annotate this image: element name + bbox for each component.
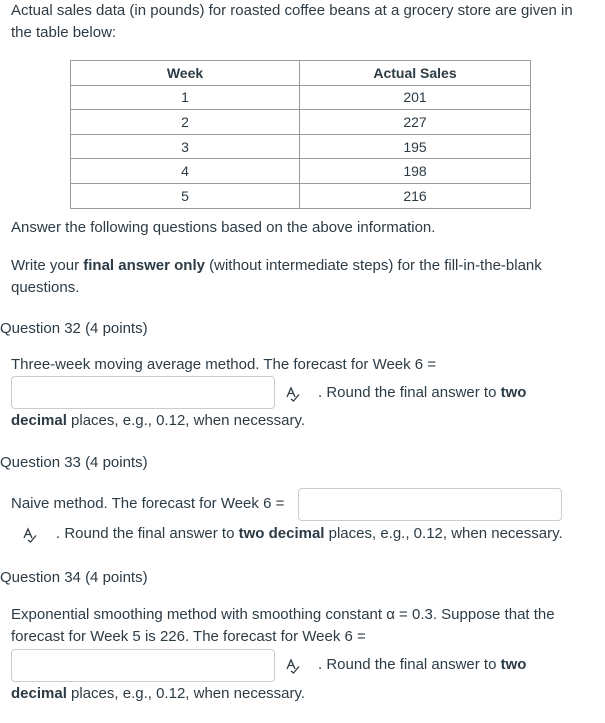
sales-cell: 216 (300, 183, 531, 208)
final-instruction-bold: final answer only (83, 257, 205, 274)
week-cell: 2 (71, 110, 300, 135)
table-row (71, 110, 531, 135)
question-32-points: (4 points) (85, 320, 148, 337)
answer-instruction: Answer the following questions based on the above information. (11, 219, 436, 236)
question-33-points: (4 points) (85, 454, 148, 471)
question-32-answer-input[interactable] (11, 376, 275, 409)
final-instruction-pre: Write your (11, 257, 84, 274)
sales-cell: 201 (300, 85, 531, 110)
question-34-heading (0, 567, 148, 589)
question-33-prompt: Naive method. The forecast for Week 6 = (11, 495, 285, 512)
table-row (71, 85, 531, 110)
question-34-prompt-line2: forecast for Week 5 is 226. The forecast for Week 6 = (11, 628, 366, 645)
week-cell: 3 (71, 134, 300, 159)
spellcheck-icon[interactable] (285, 386, 301, 402)
question-34-round-text-cont (11, 683, 305, 705)
question-32-round-text (318, 382, 526, 404)
round-post: places, e.g., 0.12, when necessary. (324, 525, 563, 542)
table-header-row (71, 61, 531, 86)
sales-cell: 198 (300, 159, 531, 184)
table-row (71, 183, 531, 208)
question-32-heading (0, 318, 148, 340)
question-33-heading (0, 452, 148, 474)
round-bold: decimal (11, 412, 67, 429)
question-33-title: Question 33 (0, 454, 81, 471)
sales-table (70, 60, 531, 209)
table-row (71, 134, 531, 159)
final-instruction (11, 255, 581, 299)
question-34-points: (4 points) (85, 569, 148, 586)
question-32-title: Question 32 (0, 320, 81, 337)
week-cell: 5 (71, 183, 300, 208)
round-bold: two (500, 656, 527, 673)
question-32-round-text-cont (11, 410, 305, 432)
sales-cell: 227 (300, 110, 531, 135)
question-33-answer-input[interactable] (298, 488, 562, 521)
table-row (71, 159, 531, 184)
final-instruction-post: (without intermediate steps) for the fill-in-the-blank questions. (11, 257, 542, 296)
question-34-answer-input[interactable] (11, 649, 275, 682)
round-bold: two (500, 384, 527, 401)
round-post: places, e.g., 0.12, when necessary. (66, 685, 306, 702)
round-pre: . Round the final answer to (318, 656, 501, 673)
week-cell: 4 (71, 159, 300, 184)
round-bold: two decimal (238, 525, 325, 542)
round-bold: decimal (11, 685, 67, 702)
question-32-prompt: Three-week moving average method. The forecast for Week 6 = (11, 356, 437, 373)
intro-text: Actual sales data (in pounds) for roasted coffee beans at a grocery store are given in the table below: (11, 2, 573, 41)
round-pre: . Round the final answer to (56, 525, 239, 542)
header-actual-sales: Actual Sales (300, 61, 531, 86)
round-post: places, e.g., 0.12, when necessary. (66, 412, 306, 429)
week-cell: 1 (71, 85, 300, 110)
header-week: Week (71, 61, 300, 86)
question-34-prompt-line1: Exponential smoothing method with smoothing constant α = 0.3. Suppose that the (11, 606, 555, 623)
question-34-title: Question 34 (0, 569, 81, 586)
spellcheck-icon[interactable] (22, 527, 38, 543)
question-34-round-text (318, 654, 526, 676)
question-33-round-text (56, 523, 563, 545)
spellcheck-icon[interactable] (285, 658, 301, 674)
sales-cell: 195 (300, 134, 531, 159)
round-pre: . Round the final answer to (318, 384, 501, 401)
